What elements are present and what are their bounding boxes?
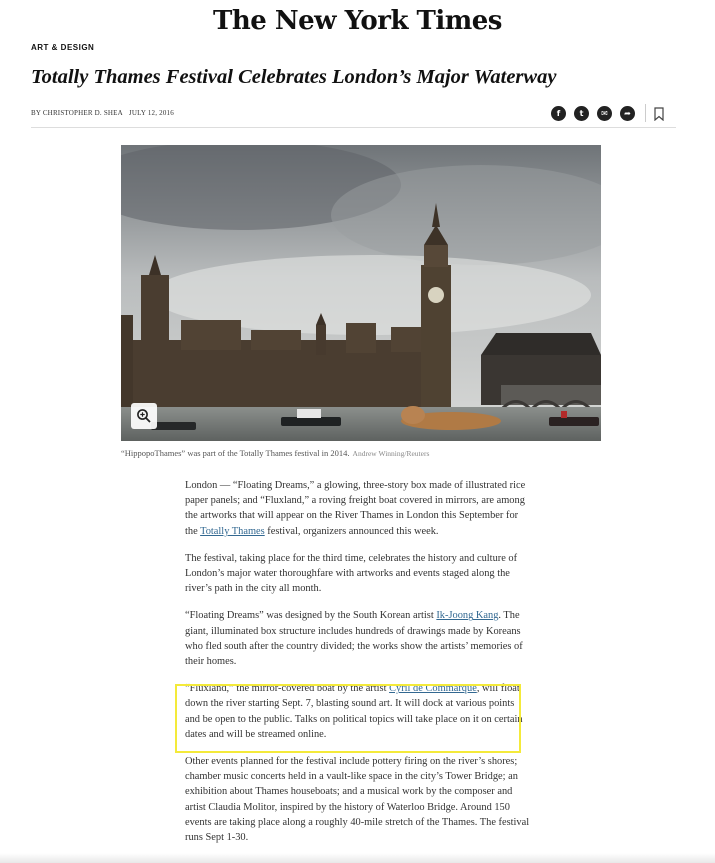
paragraph-4-text-a: “Fluxland,” the mirror-covered boat by the artist <box>185 683 390 695</box>
facebook-icon[interactable]: f <box>551 106 566 121</box>
byline-row <box>31 104 676 124</box>
photo-credit: Andrew Winning/Reuters <box>352 449 430 458</box>
article-headline: Totally Thames Festival Celebrates London’s Major Waterway <box>31 66 557 88</box>
link-ik-joong-kang[interactable]: Ik-Joong Kang <box>436 610 499 622</box>
paragraph-1-text-a: London — “Floating Dreams,” a glowing, three-story box made of illustrated rice paper panels; and “Fluxland,” a roving freight boat covered in mirrors, are among the artworks that will appear on the River Thames in London this September for the <box>185 480 526 537</box>
paragraph-3 <box>185 608 530 669</box>
share-divider <box>645 104 646 122</box>
paragraph-2: The festival, taking place for the third time, celebrates the history and culture of London’s major water thoroughfare with artworks and events staged along the river’s path in the city all month. <box>185 552 518 595</box>
share-tools <box>551 104 664 122</box>
paragraph-4-text-b: , will float down the river starting Sept. 7, blasting sound art. It will dock at various points and be open to the public. Talks on political topics will take place on it on certain dates and will be streamed online. <box>185 683 523 740</box>
zoom-in-icon <box>136 408 152 424</box>
nyt-masthead-logo[interactable]: The New York Times <box>213 6 502 36</box>
paragraph-3-text-a: “Floating Dreams” was designed by the South Korean artist <box>185 610 437 622</box>
byline-date: JULY 12, 2016 <box>128 109 174 117</box>
caption-text: “HippopoThames” was part of the Totally Thames festival in 2014. <box>121 448 350 458</box>
bookmark-icon[interactable] <box>654 106 664 120</box>
bottom-fade <box>0 853 715 863</box>
article-body <box>185 478 530 857</box>
paragraph-4 <box>185 681 530 742</box>
paragraph-5: Other events planned for the festival include pottery firing on the river’s shores; chamber music concerts held in a vault-like space in the city’s Tower Bridge; an exhibition about Thames houseboats; and a musical work by the composer and artist Claudia Molitor, inspired by the history of Waterloo Bridge. Around 150 events are taking place along a roughly 40-mile stretch of the Thames. The festival runs Sept 1-30. <box>185 756 530 844</box>
twitter-icon[interactable]: t <box>574 106 589 121</box>
paragraph-3-text-b: . The giant, illuminated box structure includes hundreds of drawings made by Koreans who fled south after the country divided; the works show the artists’ memories of their homes. <box>185 610 523 668</box>
email-icon[interactable]: ✉ <box>597 106 612 121</box>
header-divider <box>31 127 676 128</box>
byline <box>31 109 174 117</box>
share-icon[interactable]: ➦ <box>620 106 635 121</box>
link-totally-thames[interactable]: Totally Thames <box>200 525 265 537</box>
link-cyril-de-commarque[interactable]: Cyril de Commarque <box>389 683 477 695</box>
paragraph-1-text-b: festival, organizers announced this week. <box>264 525 439 537</box>
section-label[interactable]: ART & DESIGN <box>31 43 95 52</box>
parliament-photo-image <box>121 145 601 441</box>
image-caption <box>121 448 601 458</box>
article-photo[interactable] <box>121 145 601 441</box>
enlarge-image-button[interactable] <box>131 403 157 429</box>
paragraph-1 <box>185 478 530 539</box>
byline-author: BY CHRISTOPHER D. SHEA <box>31 109 123 117</box>
